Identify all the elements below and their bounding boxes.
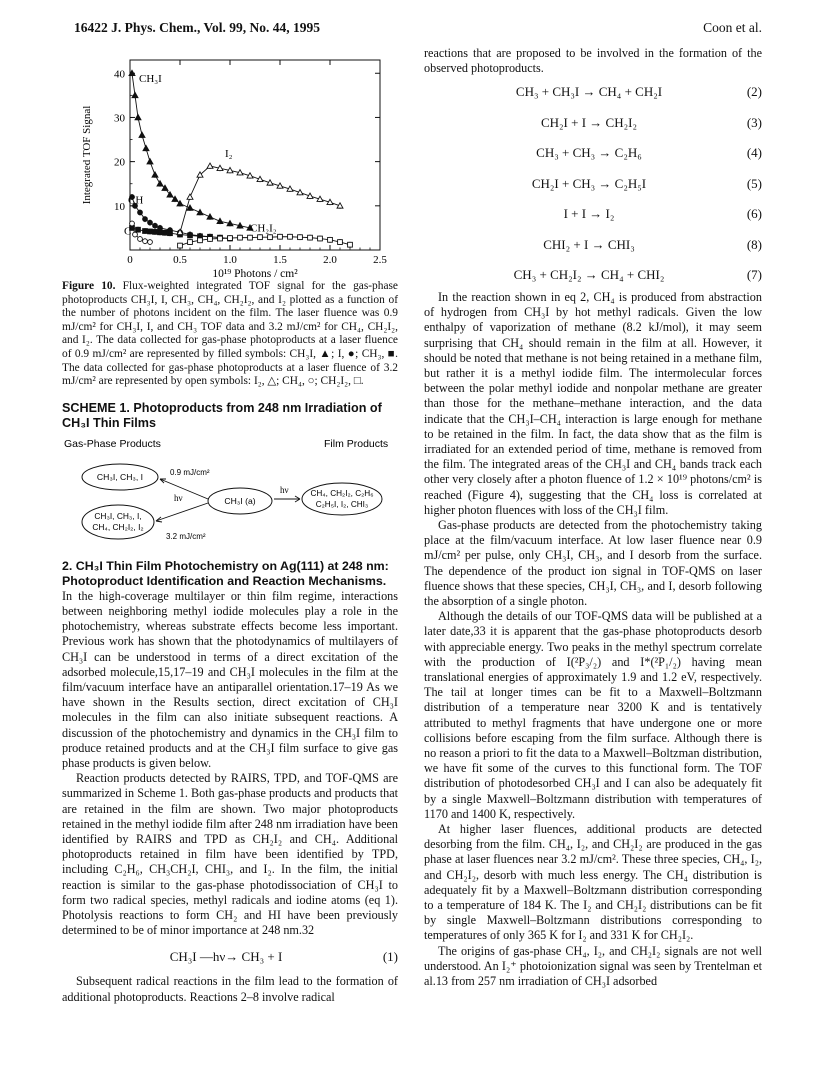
running-header-right: Coon et al. [703, 20, 762, 35]
fluence-high-label: 3.2 mJ/cm² [166, 531, 206, 541]
figure-10-chart [62, 46, 398, 278]
equation-row [424, 107, 762, 138]
data-point-square [278, 234, 283, 239]
equation-number: (2) [746, 84, 762, 100]
equation-formula: CH₂I + CH₃ → C₂H₅I [531, 175, 647, 191]
data-point-triangle [139, 132, 145, 137]
data-point-triangle [157, 181, 163, 186]
x-tick-label: 1.5 [273, 254, 287, 266]
caption-label: Figure 10. [62, 280, 116, 292]
equation-formula: CH₃ + CH₂I₂ → CH₄ + CHI₂ [513, 267, 665, 283]
data-point-circle [138, 237, 143, 242]
data-point-square [188, 233, 193, 238]
y-axis-label: Integrated TOF Signal [81, 105, 93, 205]
equation-formula: CHI₂ + I → CHI₃ [543, 236, 635, 252]
data-point-triangle [152, 172, 158, 177]
scheme-1-title: SCHEME 1. Photoproducts from 248 nm Irradiation of CH₃I Thin Films [62, 400, 382, 430]
data-point-circle [148, 240, 153, 245]
node-right [302, 483, 382, 515]
x-tick-label: 1.0 [223, 254, 237, 266]
data-point-circle [133, 232, 138, 237]
node-right-label-2: C₂H₅I, I₂, CHI₃ [315, 499, 369, 509]
data-point-square [308, 235, 313, 240]
scheme-film-label: Film Products [324, 437, 389, 450]
equation-row [424, 76, 762, 107]
equation-number: (5) [746, 175, 762, 191]
x-tick-label: 0 [127, 254, 133, 266]
node-top-left-label: CH₃I, CH₃, I [96, 471, 144, 482]
data-point-circle [143, 239, 148, 244]
data-point-square [348, 242, 353, 247]
node-bottom-left-label-1: CH₃I, CH₃, I, [94, 510, 142, 521]
right-paragraph-4: At higher laser fluences, additional products are detected desorbing from the film. CH₄, I₂, and CH₂I₂ are produced in the gas phase at laser fluences near 3.2 mJ/cm². These three species, CH₄, I₂, and CH₂I₂, desorb with much less energy. The CH₄ distribution is adequately fit by a Maxwell–Boltzmann distribution corresponding to a temperature of 184 K. The I₂ and CH₂I₂ distributions can be fit by single Maxwell–Boltzmann distributions corresponding to temperatures of only 365 K for I₂ and 331 K for CH₂I₂. [424, 822, 762, 943]
node-bottom-left-label-2: CH₄, CH₂I₂, I₂ [92, 521, 144, 532]
section-title: 2. CH₃I Thin Film Photochemistry on Ag(111) at 248 nm: Photoproduct Identification and Reaction Mechanisms. [62, 558, 389, 588]
data-point-triangle [132, 92, 138, 97]
equation-formula: CH₃ + CH₃ → C₂H₆ [536, 145, 642, 161]
scheme-1 [62, 435, 398, 545]
equation-number: (8) [746, 236, 762, 252]
data-point-square [168, 231, 173, 236]
data-point-triangle [207, 163, 213, 168]
data-point-square [228, 236, 233, 241]
y-tick-label: 10 [114, 200, 125, 213]
arrow-to-bottom-left [156, 503, 208, 521]
data-point-triangle [143, 145, 149, 150]
equation-formula: CH₃ + CH₃I → CH₄ + CH₂I [515, 84, 663, 100]
equation-1-number: (1) [382, 948, 398, 964]
data-point-triangle [207, 214, 213, 219]
right-paragraph-3: Although the details of our TOF-QMS data will be published at a later date,33 it is apparent that the gas-phase photoproducts desorb with appreciable energy. Two peaks in the methyl spectrum correlate with the production of I(²P₃/₂) and I*(²P₁/₂) having mean translational energies of approximately 1.9 and 1.2 eV, respectively. The tail at longer times can be fit to a Maxwell–Boltzmann distribution of a temperature near 3200 K and is tentatively attributed to methyl fragments that have undergone one or more collisions before escaping from the film surface. Although there is no reason a priori to fit the data to a Maxwell–Boltzman distribution, we have fit some of the curves to this functional form. The TOF distribution of photodesorbed CH₃I and I can also be adequately fit by a single Maxwell–Boltzmann distribution with temperatures of 1170 and 1400 K, respectively. [424, 609, 762, 821]
equation-formula: CH₂I + I → CH₂I₂ [540, 114, 638, 130]
figure-10 [62, 46, 398, 278]
left-paragraph-2: Reaction products detected by RAIRS, TPD, and TOF-QMS are summarized in Scheme 1. Both gas-phase products and products that are retained in the film are shown. Two major photoproducts retained in the methyl iodide film after 248 nm irradiation have been identified by RAIRS and TPD as CH₂I₂ and CH₄. Additional photoproducts retained in film have been identified by TPD, including C₂H₆, CH₃CH₂I, CHI₃, and I₂. In the film, the initial reaction is similar to the gas-phase photodissociation of CH₃I to form two radical species, methyl radicals and iodine atoms (eq 1). Photolysis reactions to form CH₂ and HI have been previously determined to be of minor importance at 248 nm.32 [62, 771, 398, 938]
y-tick-label: 40 [114, 68, 125, 81]
node-right-label-1: CH₄, CH₂I₂, C₂H₆ [310, 488, 374, 498]
data-point-square [338, 240, 343, 245]
equation-number: (3) [746, 114, 762, 130]
left-paragraph-1: In the high-coverage multilayer or thin film regime, interactions between neighboring methyl iodide molecules play a role in the photochemistry, whereas substrate effects become less important. Previous work has shown that the photodynamics of multilayers of CH₃I can be understood in terms of a direct excitation of the adsorbed molecule,15,17–19 and CH₃I molecules in the film at the film/vacuum interface have an antiparallel orientation.17–19 As we have shown in the Results section, direct excitation of CH₃I molecules in the film can also initiate subsequent reactions. A discussion of the photochemistry and dynamics in the CH₃I film to produce retained products and at the CH₃I film surface to give gas phase products is given below. [62, 588, 398, 770]
data-point-square [143, 229, 148, 234]
equation-row [424, 198, 762, 229]
right-paragraph-0: reactions that are proposed to be involved in the formation of the observed photoproducts. [424, 46, 762, 76]
y-tick-label: 30 [114, 112, 125, 125]
data-point-square [258, 235, 263, 240]
data-point-square [198, 238, 203, 243]
data-point-triangle [147, 159, 153, 164]
label-ch: CH [128, 194, 144, 207]
data-point-square [148, 229, 153, 234]
x-tick-label: 0.5 [173, 254, 187, 266]
scheme-1-diagram [62, 435, 398, 545]
series-line [180, 237, 350, 246]
data-point-square [188, 240, 193, 245]
data-point-circle [148, 220, 153, 225]
scheme-gas-label: Gas-Phase Products [64, 437, 161, 450]
right-column [424, 46, 762, 989]
equation-number: (7) [746, 267, 762, 283]
label-i2: I₂ [225, 148, 233, 161]
data-point-square [288, 234, 293, 239]
running-header-left: 16422 J. Phys. Chem., Vol. 99, No. 44, 1995 [74, 20, 321, 35]
equation-row [424, 259, 762, 290]
chart-labels [81, 68, 387, 278]
data-point-triangle [217, 218, 223, 223]
data-point-square [328, 237, 333, 242]
data-point-square [218, 236, 223, 241]
caption-text: Flux-weighted integrated TOF signal for the gas-phase photoproducts CH₃I, I, CH₃, CH₄, CH₂I₂, and I₂ plotted as a function of the number of photons incident on the film. The laser fluence was 0.9 mJ/cm² for CH₃I, I, and CH₃ TOF data and 3.2 mJ/cm² for CH₄, CH₂I₂, and I₂. The data collected for gas-phase photoproducts at a laser fluence of 0.9 mJ/cm² are represented by filled symbols: CH₃I, ▲; I, ●; CH₃, ■. The data collected for gas-phase photoproducts at a laser fluence of 3.2 mJ/cm² are represented by open symbols: I₂, △; CH₄, ○; CH₂I₂, □. [62, 280, 398, 388]
fluence-low-label: 0.9 mJ/cm² [170, 467, 210, 477]
data-point-square [208, 237, 213, 242]
node-center-label: CH₃I (a) [224, 495, 256, 506]
data-point-square [136, 227, 141, 232]
data-point-square [163, 230, 168, 235]
data-point-square [238, 235, 243, 240]
equation-row [424, 229, 762, 260]
right-paragraph-5: The origins of gas-phase CH₄, I₂, and CH₂I₂ signals are not well understood. An I₂⁺ photoionization signal was seen by Trentelman et al.13 from 257 nm irradiation of CH₃I adsorbed [424, 943, 762, 989]
data-point-circle [153, 223, 158, 228]
hv-right-label: hν [280, 484, 289, 495]
data-point-triangle [135, 114, 141, 119]
data-point-square [268, 235, 273, 240]
x-axis-label: 10¹⁹ Photons / cm² [212, 268, 298, 278]
x-tick-label: 2.5 [373, 254, 387, 266]
data-point-triangle [197, 209, 203, 214]
figure-10-caption [62, 280, 398, 389]
label-c: C [124, 225, 132, 238]
equation-list [424, 76, 762, 290]
equation-row [424, 137, 762, 168]
equation-number: (4) [746, 145, 762, 161]
label-ch2i2: CH₂I₂ [250, 222, 277, 235]
equation-1-formula: CH₃I —hν→ CH₃ + I [169, 948, 283, 964]
data-point-square [318, 236, 323, 241]
right-paragraph-1: In the reaction shown in eq 2, CH₄ is produced from abstraction of hydrogen from CH₃I by hot methyl radicals. Given the low enthalpy of vaporization of methane (8.2 kJ/mol), it may seem surprising that CH₄ should remain in the film at all. However, it should be noted that methane is not being retained in a methane film, but rather it is a methyl iodide film. The intermolecular forces between the polar methyl iodide and nonpolar methane are greater than those for the methane–methane interaction, and the data indicate that the CH₃I–CH₄ interaction is large enough for methane to be retained in the film. In fact, the data show that as the film is irradiated for an extended period of time, methane is removed from the film. The integrated areas of the CH₃I and CH₄ bands track each other very closely after a photon fluence of 1.2 × 10¹⁹ photons/cm² is reached (Figure 4), suggesting that the CH₄ loss is correlated at higher photon fluences with loss of the CH₃I film. [424, 289, 762, 517]
equation-row [424, 168, 762, 199]
left-column [62, 46, 398, 1005]
chart-marks [129, 70, 352, 248]
data-point-circle [143, 217, 148, 222]
arrow-to-top-left [160, 479, 208, 499]
right-paragraph-2: Gas-phase products are detected from the photochemistry taking place at the film/vacuum interface. At low laser fluence near 0.9 mJ/cm² per pulse, only CH₃I, CH₃, and I desorb from the surface. The dependence of the product ion signal in TOF-QMS on laser fluence shows that these species, CH₃I, CH₃, and I, desorb following the absorption of a single photon. [424, 517, 762, 608]
data-point-triangle [187, 194, 193, 199]
x-tick-label: 2.0 [323, 254, 337, 266]
y-tick-label: 20 [114, 156, 125, 169]
data-point-square [248, 235, 253, 240]
equation-formula: I + I → I₂ [563, 206, 615, 222]
data-point-square [153, 229, 158, 234]
hv-left-label: hν [174, 492, 183, 503]
data-point-square [158, 230, 163, 235]
data-point-square [178, 243, 183, 248]
equation-1 [62, 942, 398, 970]
equation-number: (6) [746, 206, 762, 222]
left-paragraph-3: Subsequent radical reactions in the film lead to the formation of additional photoproducts. Reactions 2–8 involve radical [62, 974, 398, 1004]
data-point-circle [138, 210, 143, 215]
label-ch3i: CH₃I [139, 73, 162, 86]
data-point-square [298, 235, 303, 240]
